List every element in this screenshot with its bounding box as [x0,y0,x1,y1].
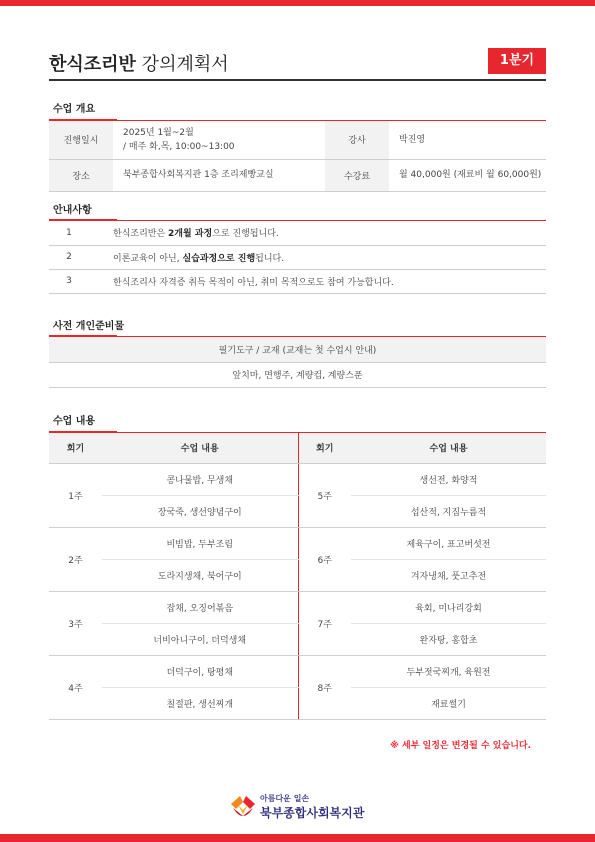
section-title-classes: 수업 내용 [53,416,96,427]
title-underline [49,79,546,81]
notice-row [49,221,546,245]
page-title-bold: 한식조리반 [49,54,136,75]
class-item: 잡채, 오징어볶음 [102,591,298,623]
class-item: 제육구이, 표고버섯전 [351,527,546,559]
notice-row [49,245,546,269]
place-label: 장소 [49,159,113,191]
week-right: 5주 [298,463,351,527]
title-row [49,48,546,78]
period-value [113,121,325,159]
prep-table [49,337,546,388]
fee-value: 월 40,000원 (재료비 월 60,000원) [389,159,546,191]
logo-tagline: 아름다운 일손 [260,794,310,803]
logo-name: 북부종합사회복지관 [260,806,365,820]
class-item: 재료썰기 [351,687,546,719]
period-time: / 매주 화,목, 10:00~13:00 [123,141,235,152]
overview-row-1 [49,121,546,159]
class-row [49,623,546,655]
notice-row [49,269,546,293]
week-left: 3주 [49,591,102,655]
class-item: 비빔밥, 두부조림 [102,527,298,559]
prep-row [49,337,546,362]
organization-logo [229,792,369,824]
class-row [49,687,546,719]
class-item: 너비아니구이, 더덕생채 [102,623,298,655]
section-title-overview: 수업 개요 [53,104,96,115]
quarter-badge: 1분기 [488,48,546,74]
class-row [49,527,546,559]
class-row [49,463,546,495]
col-week-left: 회기 [49,433,102,463]
teacher-value: 박진영 [389,121,546,159]
notice-text-post: 으로 진행됩니다. [212,229,279,240]
class-row [49,655,546,687]
class-item: 섭산적, 지짐누름적 [351,495,546,527]
class-item: 겨자냉채, 풋고추전 [351,559,546,591]
classes-header-row [49,433,546,463]
place-value: 북부종합사회복지관 1층 조리제빵교실 [113,159,325,191]
overview-table [49,121,546,192]
notice-text-bold: 실습과정으로 진행 [182,253,256,264]
notice-text-bold: 2개월 과정 [168,229,213,240]
notice-num: 2 [49,245,89,269]
week-right: 7주 [298,591,351,655]
teacher-label: 강사 [325,121,389,159]
heart-hands-icon [229,794,257,820]
week-left: 4주 [49,655,102,719]
class-item: 콩나물밥, 무생채 [102,463,298,495]
section-title-notice: 안내사항 [53,205,92,216]
notice-table [49,221,546,294]
prep-item: 필기도구 / 교재 (교재는 첫 수업시 안내) [49,337,546,362]
section-title-prep: 사전 개인준비물 [53,321,125,332]
top-accent-bar [0,0,595,6]
class-item: 생선전, 화양적 [351,463,546,495]
period-date: 2025년 1월~2월 [123,127,194,138]
period-label: 진행일시 [49,121,113,159]
class-item: 장국죽, 생선양념구이 [102,495,298,527]
col-week-right: 회기 [298,433,351,463]
notice-text [89,245,546,269]
class-item: 완자탕, 홍합초 [351,623,546,655]
page-title [49,50,229,76]
overview-row-2 [49,159,546,191]
col-content-right: 수업 내용 [351,433,546,463]
schedule-change-note: ※ 세부 일정은 변경될 수 있습니다. [390,741,531,751]
class-row [49,559,546,591]
week-right: 6주 [298,527,351,591]
class-row [49,591,546,623]
class-item: 도라지생채, 북어구이 [102,559,298,591]
class-item: 칠절판, 생선찌개 [102,687,298,719]
class-item: 더덕구이, 탕평채 [102,655,298,687]
bottom-accent-bar [0,834,595,842]
week-right: 8주 [298,655,351,719]
notice-num: 1 [49,221,89,245]
notice-text-pre: 이론교육이 아닌, [113,253,183,264]
week-left: 2주 [49,527,102,591]
class-row [49,495,546,527]
prep-item: 앞치마, 면행주, 계량컵, 계량스푼 [49,362,546,387]
notice-text [89,269,546,293]
class-item: 육회, 미나리강회 [351,591,546,623]
col-content-left: 수업 내용 [102,433,298,463]
classes-table [49,433,546,720]
notice-text-post: 됩니다. [255,253,285,264]
notice-text [89,221,546,245]
prep-row [49,362,546,387]
fee-label: 수강료 [325,159,389,191]
notice-text-pre: 한식조리반은 [113,229,169,240]
notice-text-pre: 한식조리사 자격증 취득 목적이 아닌, 취미 목적으로도 참여 가능합니다. [113,277,394,288]
page-title-rest: 강의계획서 [135,54,229,75]
notice-num: 3 [49,269,89,293]
class-item: 두부젓국찌개, 육원전 [351,655,546,687]
week-left: 1주 [49,463,102,527]
